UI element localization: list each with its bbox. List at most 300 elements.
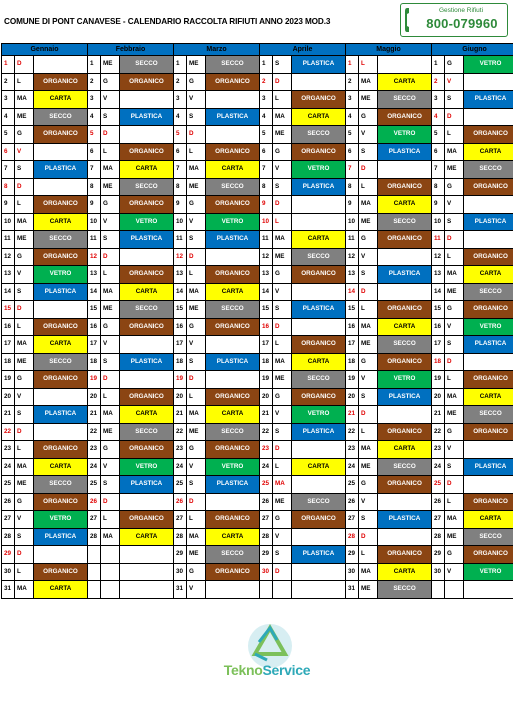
day-number: 17 <box>88 336 101 354</box>
day-number: 4 <box>260 108 273 126</box>
weekday: D <box>101 493 120 511</box>
calendar-row <box>2 126 513 144</box>
collection-type: SECCO <box>34 231 88 249</box>
day-number: 21 <box>432 406 445 424</box>
day-number: 15 <box>346 301 359 319</box>
day-number: 11 <box>260 231 273 249</box>
weekday: L <box>359 423 378 441</box>
collection-type: ORGANICO <box>34 493 88 511</box>
collection-type: VETRO <box>378 371 432 389</box>
weekday: V <box>15 388 34 406</box>
collection-type <box>206 493 260 511</box>
weekday: G <box>187 318 206 336</box>
collection-type: ORGANICO <box>34 126 88 144</box>
collection-type: ORGANICO <box>464 371 513 389</box>
weekday: L <box>445 371 464 389</box>
weekday: D <box>15 178 34 196</box>
weekday: L <box>187 511 206 529</box>
weekday: G <box>15 126 34 144</box>
collection-type: PLASTICA <box>464 91 513 109</box>
weekday: MA <box>445 511 464 529</box>
weekday: D <box>15 546 34 564</box>
weekday <box>445 581 464 599</box>
collection-type <box>378 406 432 424</box>
collection-type <box>464 441 513 459</box>
day-number: 13 <box>432 266 445 284</box>
collection-type <box>292 581 346 599</box>
day-number: 12 <box>88 248 101 266</box>
collection-type <box>120 126 174 144</box>
day-number: 5 <box>260 126 273 144</box>
collection-type: ORGANICO <box>34 441 88 459</box>
weekday: MA <box>273 353 292 371</box>
day-number: 18 <box>432 353 445 371</box>
collection-type: SECCO <box>120 56 174 74</box>
weekday: ME <box>359 336 378 354</box>
calendar-row <box>2 266 513 284</box>
day-number: 25 <box>2 476 15 494</box>
collection-type <box>34 143 88 161</box>
weekday: D <box>187 371 206 389</box>
collection-type <box>378 56 432 74</box>
day-number: 9 <box>88 196 101 214</box>
collection-type: PLASTICA <box>34 528 88 546</box>
day-number: 24 <box>174 458 187 476</box>
collection-type: CARTA <box>464 266 513 284</box>
day-number: 6 <box>432 143 445 161</box>
day-number: 18 <box>260 353 273 371</box>
day-number: 24 <box>260 458 273 476</box>
calendar-row <box>2 423 513 441</box>
calendar-row <box>2 108 513 126</box>
day-number: 20 <box>174 388 187 406</box>
weekday: MA <box>445 388 464 406</box>
day-number: 26 <box>260 493 273 511</box>
weekday: G <box>187 73 206 91</box>
day-number: 1 <box>88 56 101 74</box>
collection-type: ORGANICO <box>378 546 432 564</box>
weekday: S <box>15 283 34 301</box>
weekday: S <box>445 213 464 231</box>
collection-type <box>34 546 88 564</box>
day-number: 3 <box>2 91 15 109</box>
weekday: G <box>445 178 464 196</box>
day-number: 4 <box>432 108 445 126</box>
collection-type <box>34 388 88 406</box>
collection-type: PLASTICA <box>378 388 432 406</box>
weekday: S <box>445 336 464 354</box>
day-number: 27 <box>346 511 359 529</box>
collection-type: CARTA <box>464 388 513 406</box>
weekday: L <box>101 511 120 529</box>
day-number: 23 <box>174 441 187 459</box>
weekday: MA <box>15 336 34 354</box>
collection-type: VETRO <box>120 458 174 476</box>
day-number: 10 <box>260 213 273 231</box>
weekday: D <box>101 371 120 389</box>
collection-type: CARTA <box>378 563 432 581</box>
weekday: ME <box>101 301 120 319</box>
calendar-row <box>2 231 513 249</box>
day-number: 19 <box>432 371 445 389</box>
day-number: 25 <box>88 476 101 494</box>
weekday: V <box>101 91 120 109</box>
day-number: 8 <box>2 178 15 196</box>
day-number: 16 <box>88 318 101 336</box>
day-number: 25 <box>432 476 445 494</box>
collection-type: SECCO <box>464 528 513 546</box>
collection-type: SECCO <box>120 178 174 196</box>
collection-type: CARTA <box>34 458 88 476</box>
weekday: L <box>15 196 34 214</box>
weekday: L <box>273 458 292 476</box>
collection-type: ORGANICO <box>206 563 260 581</box>
weekday: MA <box>15 458 34 476</box>
day-number: 27 <box>432 511 445 529</box>
collection-type <box>34 178 88 196</box>
calendar-row <box>2 213 513 231</box>
day-number: 18 <box>88 353 101 371</box>
weekday: ME <box>101 178 120 196</box>
weekday: S <box>187 231 206 249</box>
day-number: 19 <box>346 371 359 389</box>
collection-type <box>464 196 513 214</box>
day-number: 29 <box>346 546 359 564</box>
collection-type: SECCO <box>120 301 174 319</box>
collection-type <box>464 353 513 371</box>
calendar-row <box>2 143 513 161</box>
weekday: L <box>359 546 378 564</box>
collection-type: PLASTICA <box>292 423 346 441</box>
day-number: 7 <box>2 161 15 179</box>
collection-type: SECCO <box>378 213 432 231</box>
collection-type: SECCO <box>292 126 346 144</box>
day-number: 26 <box>174 493 187 511</box>
day-number: 21 <box>260 406 273 424</box>
collection-type: SECCO <box>378 581 432 599</box>
collection-type <box>292 283 346 301</box>
day-number: 12 <box>2 248 15 266</box>
collection-type: ORGANICO <box>206 196 260 214</box>
weekday: G <box>101 196 120 214</box>
calendar-row <box>2 371 513 389</box>
day-number: 1 <box>260 56 273 74</box>
weekday: G <box>101 318 120 336</box>
collection-type: ORGANICO <box>464 248 513 266</box>
day-number <box>260 581 273 599</box>
day-number: 29 <box>432 546 445 564</box>
weekday: G <box>187 441 206 459</box>
collection-type: ORGANICO <box>120 388 174 406</box>
weekday: V <box>273 528 292 546</box>
calendar-row <box>2 528 513 546</box>
day-number: 7 <box>260 161 273 179</box>
collection-type <box>120 336 174 354</box>
calendar-row <box>2 91 513 109</box>
day-number: 18 <box>174 353 187 371</box>
day-number <box>432 581 445 599</box>
weekday: S <box>359 143 378 161</box>
collection-type <box>292 213 346 231</box>
day-number: 3 <box>88 91 101 109</box>
weekday: S <box>445 458 464 476</box>
collection-type: ORGANICO <box>378 301 432 319</box>
collection-type <box>464 581 513 599</box>
weekday: G <box>445 546 464 564</box>
day-number: 23 <box>346 441 359 459</box>
day-number: 22 <box>260 423 273 441</box>
collection-type: ORGANICO <box>378 476 432 494</box>
collection-type: PLASTICA <box>120 353 174 371</box>
weekday <box>101 581 120 599</box>
collection-type: SECCO <box>292 493 346 511</box>
collection-type: PLASTICA <box>120 231 174 249</box>
collection-type: CARTA <box>378 196 432 214</box>
day-number: 2 <box>260 73 273 91</box>
weekday: V <box>445 73 464 91</box>
weekday: ME <box>273 248 292 266</box>
day-number: 28 <box>432 528 445 546</box>
calendar-row <box>2 196 513 214</box>
weekday: D <box>15 301 34 319</box>
weekday: ME <box>15 231 34 249</box>
calendar-row <box>2 406 513 424</box>
weekday: L <box>15 441 34 459</box>
collection-type: SECCO <box>292 371 346 389</box>
collection-type: SECCO <box>206 178 260 196</box>
collection-type: CARTA <box>120 406 174 424</box>
day-number <box>88 581 101 599</box>
weekday: MA <box>273 476 292 494</box>
collection-type: CARTA <box>206 283 260 301</box>
day-number: 13 <box>88 266 101 284</box>
collection-type: SECCO <box>120 423 174 441</box>
weekday: D <box>15 56 34 74</box>
collection-type: PLASTICA <box>378 266 432 284</box>
collection-type <box>34 56 88 74</box>
collection-type: CARTA <box>378 318 432 336</box>
weekday: V <box>187 581 206 599</box>
collection-type: ORGANICO <box>34 73 88 91</box>
day-number: 22 <box>346 423 359 441</box>
month-header-giugno: Giugno <box>432 44 513 56</box>
collection-type: CARTA <box>206 528 260 546</box>
day-number: 22 <box>88 423 101 441</box>
calendar-row <box>2 178 513 196</box>
weekday: D <box>359 161 378 179</box>
collection-type <box>120 248 174 266</box>
weekday: MA <box>359 441 378 459</box>
weekday: ME <box>187 423 206 441</box>
collection-type <box>206 248 260 266</box>
month-header-marzo: Marzo <box>174 44 260 56</box>
day-number: 8 <box>432 178 445 196</box>
collection-type: SECCO <box>206 56 260 74</box>
weekday: S <box>15 406 34 424</box>
day-number: 23 <box>2 441 15 459</box>
day-number: 16 <box>2 318 15 336</box>
calendar-row <box>2 353 513 371</box>
weekday: V <box>15 266 34 284</box>
day-number: 18 <box>346 353 359 371</box>
month-header-maggio: Maggio <box>346 44 432 56</box>
weekday: V <box>273 283 292 301</box>
weekday: MA <box>101 528 120 546</box>
month-header-gennaio: Gennaio <box>2 44 88 56</box>
weekday: D <box>445 108 464 126</box>
day-number: 23 <box>88 441 101 459</box>
day-number: 21 <box>2 406 15 424</box>
day-number: 31 <box>174 581 187 599</box>
day-number: 8 <box>88 178 101 196</box>
day-number: 27 <box>88 511 101 529</box>
weekday: L <box>187 266 206 284</box>
weekday: MA <box>273 231 292 249</box>
collection-type: CARTA <box>34 91 88 109</box>
day-number: 23 <box>260 441 273 459</box>
weekday: MA <box>187 528 206 546</box>
phone-icon <box>404 7 414 33</box>
weekday: S <box>273 56 292 74</box>
day-number: 20 <box>260 388 273 406</box>
collection-type <box>120 371 174 389</box>
collection-type: ORGANICO <box>120 73 174 91</box>
collection-type: PLASTICA <box>206 353 260 371</box>
day-number: 28 <box>174 528 187 546</box>
weekday: MA <box>445 266 464 284</box>
day-number: 19 <box>174 371 187 389</box>
collection-type: PLASTICA <box>206 108 260 126</box>
collection-type: SECCO <box>464 283 513 301</box>
day-number: 24 <box>346 458 359 476</box>
weekday: MA <box>15 581 34 599</box>
day-number: 29 <box>2 546 15 564</box>
day-number: 31 <box>2 581 15 599</box>
collection-type: SECCO <box>206 423 260 441</box>
collection-type: PLASTICA <box>292 546 346 564</box>
day-number: 13 <box>260 266 273 284</box>
calendar-row <box>2 301 513 319</box>
day-number: 29 <box>174 546 187 564</box>
weekday: MA <box>101 283 120 301</box>
day-number: 25 <box>260 476 273 494</box>
collection-type: SECCO <box>464 161 513 179</box>
day-number: 13 <box>174 266 187 284</box>
collection-type: ORGANICO <box>120 143 174 161</box>
day-number: 11 <box>174 231 187 249</box>
collection-type: VETRO <box>34 511 88 529</box>
day-number: 11 <box>346 231 359 249</box>
weekday: D <box>187 493 206 511</box>
weekday: ME <box>15 108 34 126</box>
weekday: ME <box>273 371 292 389</box>
day-number: 9 <box>2 196 15 214</box>
collection-type <box>206 91 260 109</box>
day-number: 21 <box>346 406 359 424</box>
collection-type: SECCO <box>34 476 88 494</box>
day-number: 21 <box>88 406 101 424</box>
day-number: 26 <box>346 493 359 511</box>
collection-type: VETRO <box>464 318 513 336</box>
weekday: MA <box>187 406 206 424</box>
calendar-row <box>2 318 513 336</box>
collection-type <box>292 441 346 459</box>
day-number: 27 <box>260 511 273 529</box>
weekday: MA <box>359 563 378 581</box>
weekday: L <box>273 91 292 109</box>
day-number: 5 <box>88 126 101 144</box>
day-number: 28 <box>88 528 101 546</box>
day-number: 12 <box>432 248 445 266</box>
day-number: 20 <box>346 388 359 406</box>
day-number: 20 <box>432 388 445 406</box>
calendar-row <box>2 441 513 459</box>
day-number: 12 <box>260 248 273 266</box>
day-number: 9 <box>432 196 445 214</box>
weekday: L <box>273 213 292 231</box>
collection-type: ORGANICO <box>292 143 346 161</box>
weekday: S <box>101 353 120 371</box>
weekday: MA <box>359 73 378 91</box>
collection-type <box>292 528 346 546</box>
day-number: 3 <box>346 91 359 109</box>
day-number: 3 <box>174 91 187 109</box>
collection-type <box>464 108 513 126</box>
day-number: 5 <box>174 126 187 144</box>
day-number: 2 <box>346 73 359 91</box>
day-number: 17 <box>260 336 273 354</box>
day-number: 1 <box>174 56 187 74</box>
weekday: S <box>101 476 120 494</box>
collection-type: PLASTICA <box>292 56 346 74</box>
weekday: V <box>187 458 206 476</box>
calendar-row <box>2 56 513 74</box>
day-number: 9 <box>174 196 187 214</box>
weekday: S <box>273 546 292 564</box>
weekday: L <box>359 56 378 74</box>
day-number: 10 <box>2 213 15 231</box>
day-number: 2 <box>174 73 187 91</box>
collection-type <box>292 318 346 336</box>
day-number: 14 <box>432 283 445 301</box>
weekday: ME <box>15 476 34 494</box>
day-number: 30 <box>2 563 15 581</box>
day-number <box>88 563 101 581</box>
collection-type: PLASTICA <box>378 511 432 529</box>
day-number: 14 <box>346 283 359 301</box>
collection-type: SECCO <box>206 301 260 319</box>
weekday: MA <box>273 108 292 126</box>
day-number: 19 <box>2 371 15 389</box>
collection-type: PLASTICA <box>206 476 260 494</box>
weekday: G <box>187 196 206 214</box>
day-number: 14 <box>174 283 187 301</box>
collection-type: VETRO <box>292 406 346 424</box>
day-number: 6 <box>174 143 187 161</box>
weekday: V <box>359 126 378 144</box>
weekday <box>101 546 120 564</box>
collection-type: ORGANICO <box>378 423 432 441</box>
weekday: ME <box>359 581 378 599</box>
collection-type: ORGANICO <box>378 108 432 126</box>
collection-type: ORGANICO <box>120 511 174 529</box>
weekday: S <box>445 91 464 109</box>
weekday: S <box>15 161 34 179</box>
day-number: 4 <box>2 108 15 126</box>
collection-type: ORGANICO <box>464 493 513 511</box>
day-number: 3 <box>432 91 445 109</box>
weekday: S <box>187 353 206 371</box>
